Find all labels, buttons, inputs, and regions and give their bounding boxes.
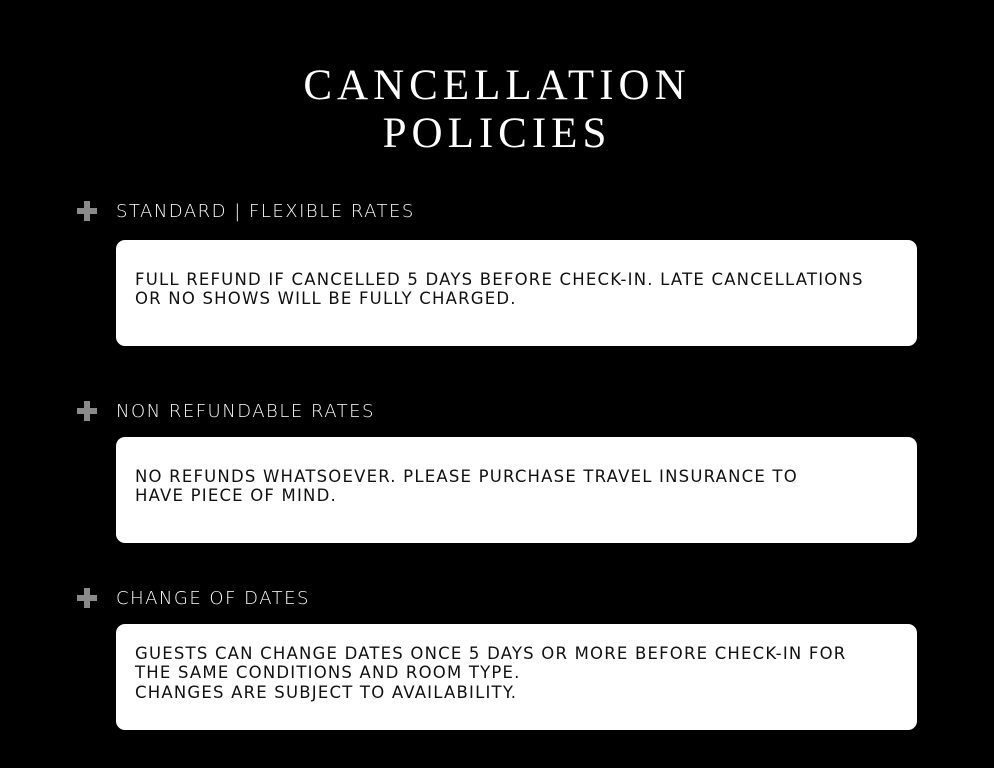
policy-card-standard-flexible xyxy=(116,240,917,346)
title-line-1: CANCELLATION xyxy=(303,62,691,109)
section-heading: NON REFUNDABLE RATES xyxy=(116,400,375,422)
plus-icon[interactable] xyxy=(76,200,98,222)
page-title xyxy=(0,62,994,158)
plus-icon[interactable] xyxy=(76,587,98,609)
section-heading: CHANGE OF DATES xyxy=(116,587,310,609)
section-heading: STANDARD | FLEXIBLE RATES xyxy=(116,200,415,222)
policy-text: FULL REFUND IF CANCELLED 5 DAYS BEFORE CHECK-IN. LATE CANCELLATIONS OR NO SHOWS WILL BE FULLY CHARGED. xyxy=(135,269,864,308)
section-header-change-of-dates[interactable] xyxy=(76,584,310,612)
plus-icon[interactable] xyxy=(76,400,98,422)
policy-text: GUESTS CAN CHANGE DATES ONCE 5 DAYS OR MORE BEFORE CHECK-IN FOR THE SAME CONDITIONS AND ROOM TYPE. CHANGES ARE SUBJECT TO AVAILABILITY. xyxy=(135,643,847,702)
section-header-non-refundable[interactable] xyxy=(76,397,375,425)
policy-text: NO REFUNDS WHATSOEVER. PLEASE PURCHASE TRAVEL INSURANCE TO HAVE PIECE OF MIND. xyxy=(135,466,798,505)
policy-card-non-refundable xyxy=(116,437,917,543)
title-line-2: POLICIES xyxy=(382,110,612,157)
section-header-standard-flexible[interactable] xyxy=(76,197,415,225)
policy-card-change-of-dates xyxy=(116,624,917,730)
